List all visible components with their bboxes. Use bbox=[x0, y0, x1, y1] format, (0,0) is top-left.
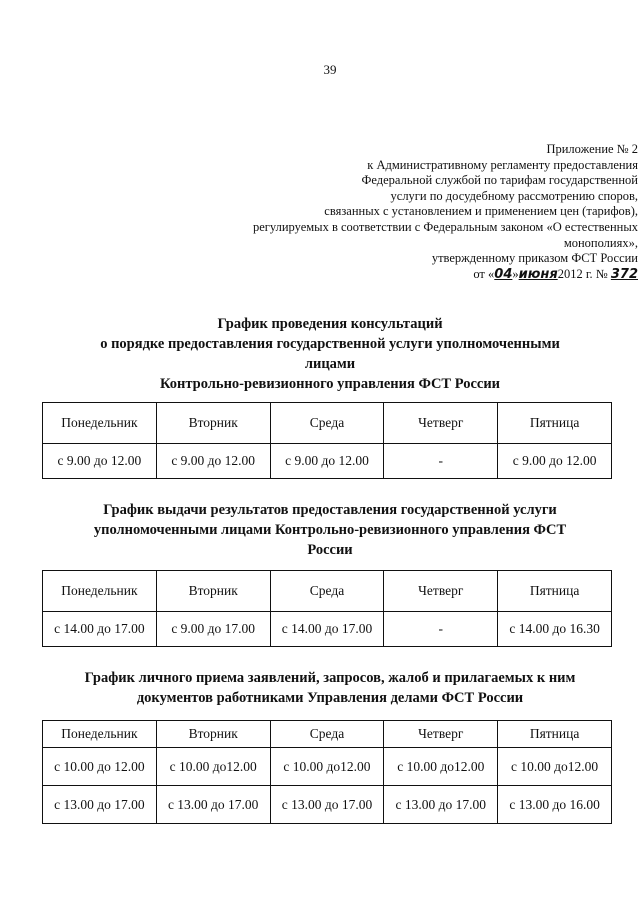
table-cell: с 14.00 до 17.00 bbox=[270, 612, 384, 647]
appendix-line: регулируемых в соответствии с Федеральным законом «О естественных bbox=[252, 219, 638, 234]
table-header-row bbox=[43, 721, 612, 748]
table-cell: с 9.00 до 12.00 bbox=[498, 444, 612, 479]
header-cell-monday: Понедельник bbox=[43, 571, 157, 612]
section1-title-line: лицами bbox=[304, 356, 356, 372]
table-cell: с 9.00 до 12.00 bbox=[270, 444, 384, 479]
header-cell-friday: Пятница bbox=[498, 721, 612, 748]
header-cell-thursday: Четверг bbox=[384, 571, 498, 612]
table-row bbox=[43, 786, 612, 824]
header-cell-monday: Понедельник bbox=[43, 403, 157, 444]
header-cell-tuesday: Вторник bbox=[156, 721, 270, 748]
section1-title-line: Контрольно-ревизионного управления ФСТ России bbox=[159, 376, 501, 392]
table-cell: - bbox=[384, 444, 498, 479]
handwritten-day: 04 bbox=[494, 266, 513, 282]
table-cell: с 10.00 до12.00 bbox=[156, 748, 270, 786]
table-cell: с 10.00 до12.00 bbox=[384, 748, 498, 786]
table-row bbox=[43, 444, 612, 479]
table-cell: с 9.00 до 17.00 bbox=[156, 612, 270, 647]
header-cell-friday: Пятница bbox=[498, 403, 612, 444]
header-cell-wednesday: Среда bbox=[270, 571, 384, 612]
table-cell: с 13.00 до 17.00 bbox=[384, 786, 498, 824]
date-prefix: от « bbox=[473, 266, 495, 281]
table-cell: с 13.00 до 17.00 bbox=[156, 786, 270, 824]
header-cell-monday: Понедельник bbox=[43, 721, 157, 748]
header-cell-tuesday: Вторник bbox=[156, 403, 270, 444]
section3-title-line: документов работниками Управления делами ФСТ России bbox=[136, 690, 524, 706]
header-cell-tuesday: Вторник bbox=[156, 571, 270, 612]
page-number: 39 bbox=[323, 62, 337, 77]
table-cell: с 14.00 до 16.30 bbox=[498, 612, 612, 647]
section2-title-line: уполномоченными лицами Контрольно-ревизионного управления ФСТ bbox=[93, 522, 567, 538]
appendix-line: монополиях», bbox=[563, 235, 638, 250]
table-cell: с 14.00 до 17.00 bbox=[43, 612, 157, 647]
table-row bbox=[43, 612, 612, 647]
order-date-line bbox=[218, 267, 638, 283]
table-cell: с 10.00 до12.00 bbox=[270, 748, 384, 786]
table-cell: с 13.00 до 17.00 bbox=[270, 786, 384, 824]
table-cell: - bbox=[384, 612, 498, 647]
results-schedule-table bbox=[42, 570, 612, 647]
appendix-line: связанных с установлением и применением цен (тарифов), bbox=[324, 204, 638, 219]
section2-title-line: России bbox=[307, 542, 353, 558]
reception-schedule-table bbox=[42, 720, 612, 824]
table-cell: с 10.00 до12.00 bbox=[498, 748, 612, 786]
appendix-line: к Административному регламенту предоставления bbox=[367, 157, 638, 172]
appendix-block bbox=[218, 142, 638, 282]
table-header-row bbox=[43, 403, 612, 444]
table-header-row bbox=[43, 571, 612, 612]
table-row bbox=[43, 748, 612, 786]
table-cell: с 10.00 до 12.00 bbox=[43, 748, 157, 786]
consultation-schedule-table bbox=[42, 402, 612, 479]
handwritten-order-number: 372 bbox=[610, 266, 638, 282]
appendix-line: услуги по досудебному рассмотрению споров, bbox=[390, 188, 638, 203]
section3-title-line: График личного приема заявлений, запросов, жалоб и прилагаемых к ним bbox=[84, 670, 576, 686]
header-cell-friday: Пятница bbox=[498, 571, 612, 612]
appendix-line: Федеральной службой по тарифам государственной bbox=[361, 173, 638, 188]
header-cell-thursday: Четверг bbox=[384, 721, 498, 748]
section1-title bbox=[30, 314, 630, 394]
handwritten-month: июня bbox=[518, 266, 558, 282]
section3-title bbox=[30, 668, 630, 708]
appendix-line: утвержденному приказом ФСТ России bbox=[431, 251, 638, 266]
date-mid: » bbox=[512, 266, 519, 281]
appendix-line: Приложение № 2 bbox=[546, 142, 638, 156]
table-cell: с 9.00 до 12.00 bbox=[43, 444, 157, 479]
section2-title-line: График выдачи результатов предоставления государственной услуги bbox=[103, 502, 557, 518]
table-cell: с 13.00 до 16.00 bbox=[498, 786, 612, 824]
header-cell-wednesday: Среда bbox=[270, 403, 384, 444]
table-cell: с 13.00 до 17.00 bbox=[43, 786, 157, 824]
section2-title bbox=[30, 500, 630, 560]
section1-title-line: График проведения консультаций bbox=[217, 316, 443, 332]
table-cell: с 9.00 до 12.00 bbox=[156, 444, 270, 479]
header-cell-wednesday: Среда bbox=[270, 721, 384, 748]
date-year: 2012 г. № bbox=[557, 266, 608, 281]
section1-title-line: о порядке предоставления государственной услуги уполномоченными bbox=[100, 336, 560, 352]
header-cell-thursday: Четверг bbox=[384, 403, 498, 444]
